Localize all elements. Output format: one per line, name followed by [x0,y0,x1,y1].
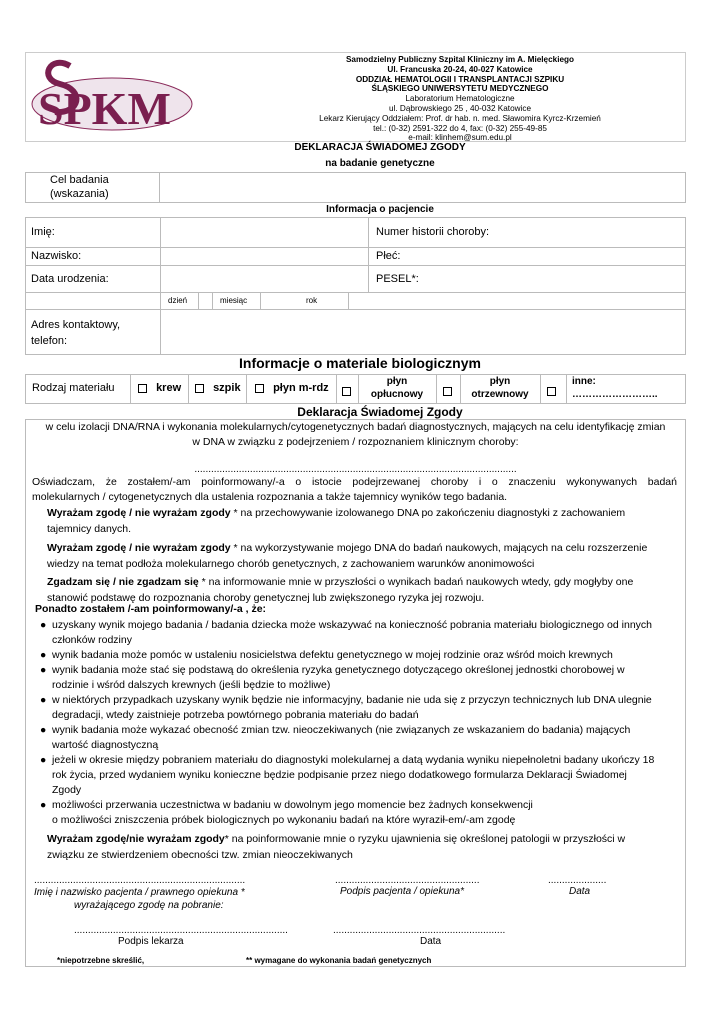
bullet-line: rodzinie i wśród dalszych krewnych (jeśli będzie to możliwe) [52,679,331,691]
bullet-item [40,723,677,753]
material-option-other-checkbox[interactable] [547,383,556,401]
last-name-label: Nazwisko: [31,250,82,262]
footnote-required: ** wymagane do wykonania badań genetycznych [246,956,432,965]
consent-choice[interactable]: Zgadzam się / nie zgadzam się [47,576,199,588]
checkbox-icon[interactable] [195,384,204,393]
sex-label: Płeć: [376,250,401,262]
intro-line: w DNA w związku z podejrzeniem / rozpoznaniem klinicznym choroby: [192,436,519,448]
material-heading: Informacje o materiale biologicznym [239,355,481,371]
intro-text [28,420,683,450]
checkbox-icon[interactable] [443,387,452,396]
intro-line: w celu izolacji DNA/RNA i wykonania molekularnych/cytogenetycznych badań diagnostycznych, mających na celu identyfikację zmian [45,421,666,433]
first-name-label: Imię: [31,226,55,238]
address-input[interactable] [162,311,684,353]
checkbox-icon[interactable] [547,387,556,396]
checkbox-icon[interactable] [342,387,351,396]
bullet-line: możliwości przerwania uczestnictwa w badaniu w dowolnym jego momencie bez żadnych konsekwencji [52,799,533,811]
consent-text: * na wykorzystywanie mojego DNA do badań naukowych, mających na celu rozszerzenie [230,542,648,554]
document-title: DEKLARACJA ŚWIADOMEJ ZGODY [294,142,466,153]
patient-heading: Informacja o pacjencie [326,204,434,215]
other-input-line[interactable]: …………………….. [572,389,658,400]
header-line: ŚLĄSKIEGO UNIWERSYTETU MEDYCZNEGO [371,84,549,94]
date-line[interactable]: ..................... [548,875,607,886]
consent-text: wiedzy na temat podłoża molekularnego chorób genetycznych, z zachowaniem warunków anonimowości [47,558,535,570]
col-divider [436,374,437,404]
header-line: ODDZIAŁ HEMATOLOGII I TRANSPLANTACJI SZPIKU [355,74,565,84]
header-line: ul. Dąbrowskiego 25 , 40-032 Katowice [389,103,531,113]
patient-name-caption [34,886,245,912]
consent-choice[interactable]: Wyrażam zgodę/nie wyrażam zgody [47,833,225,845]
material-option-peritoneal-checkbox[interactable] [443,383,452,401]
option-label: inne: [572,376,596,387]
history-number-input[interactable] [500,219,684,246]
date-caption: Data [569,886,591,897]
bullet-icon: ● [40,619,47,631]
consent-text: tajemnicy danych. [47,523,132,535]
bullet-item [40,693,677,723]
option-label: płyn [489,376,511,387]
consent-storage [47,505,677,537]
bullet-line: wynik badania może pomóc w ustaleniu nosicielstwa defektu genetycznego w mojej rodzinie oraz wśród moich krewnych [52,649,613,661]
bullet-icon: ● [40,799,47,811]
header-line: tel.: (0-32) 2591-322 do 4, fax: (0-32) 255-49-85 [373,123,547,133]
col-divider [460,374,461,404]
patient-signature-line[interactable]: .................................................... [335,875,480,886]
col-divider [566,374,567,404]
bullet-icon: ● [40,724,47,736]
bullet-icon: ● [40,649,47,661]
consent-text: * na poinformowanie mnie o ryzyku ujawnienia się określonej patologii w przyszłości w [224,833,626,845]
dob-day-label: dzień [168,296,188,305]
doctor-signature-caption: Podpis lekarza [118,936,184,947]
dob-input[interactable] [162,267,366,291]
dob-month-label: miesiąc [220,296,248,305]
last-name-input[interactable] [162,249,366,264]
patient-signature-caption: Podpis pacjenta / opiekuna* [340,886,464,897]
bullet-item [40,753,677,798]
col-divider [358,374,359,404]
bullet-item [40,663,677,693]
material-option-peritoneal [462,375,538,401]
doctor-date-line[interactable]: .............................................................. [333,925,506,936]
hospital-logo [30,54,195,139]
caption-line: wyrażającego zgodę na pobranie: [74,900,224,911]
header-line: Ul. Francuska 20-24, 40-027 Katowice [387,64,533,74]
logo-text: SPKM [38,83,171,134]
hospital-info [250,55,670,143]
consent-text: stanowić podstawę do rozpoznania choroby genetycznej lub zwiększonego ryzyka jej rozwoju. [47,592,485,604]
col-divider [348,292,349,309]
pesel-label: PESEL*: [376,273,419,285]
bullet-icon: ● [40,664,47,676]
consent-choice[interactable]: Wyrażam zgodę / nie wyrażam zgody [47,542,231,554]
bullet-icon: ● [40,754,47,766]
first-name-input[interactable] [162,219,366,246]
row-divider [25,247,686,248]
purpose-label-line: (wskazania) [50,188,109,200]
bullet-line: członków rodziny [52,634,132,646]
sex-input[interactable] [420,249,684,264]
row-divider [25,265,686,266]
row-divider [25,309,686,310]
bullet-line: uzyskany wynik mojego badania / badania dziecka może wskazywać na konieczność pobrania materiału biologicznego od innych [52,619,653,631]
bullet-item [40,618,677,648]
diagnosis-dots[interactable]: .................................................................................................................... [194,464,517,475]
consent-text: * na informowanie mnie w przyszłości o wynikach badań naukowych wtedy, gdy mogłyby one [198,576,634,588]
bullet-icon: ● [40,694,47,706]
document-subtitle: na badanie genetyczne [325,158,435,169]
material-option-csf[interactable] [255,382,329,394]
col-divider [188,374,189,404]
declaration-heading: Deklaracja Świadomej Zgody [297,405,463,419]
option-label: opłucnowy [370,389,424,400]
material-option-pleural-checkbox[interactable] [342,383,351,401]
header-line: e-mail: klinhem@sum.edu.pl [408,133,512,143]
header-line: Laboratorium Hematologiczne [405,94,515,104]
bullet-item [40,798,677,828]
consent-text: związku ze stwierdzeniem obecności tzw. zmian nieoczekiwanych [47,849,353,861]
bullet-line: Zgody [52,784,82,796]
col-divider [160,217,161,355]
statement [32,475,677,505]
option-label: krew [156,382,182,394]
material-option-marrow[interactable] [195,382,241,394]
doctor-date-caption: Data [420,936,442,947]
statement-line: Oświadczam, że zostałem/-am poinformowany/-a o istocie podejrzewanej choroby i o znaczeniu wykonywanych badań [32,476,677,488]
row-divider [25,292,686,293]
checkbox-icon[interactable] [255,384,264,393]
col-divider [198,292,199,309]
dob-year-label: rok [306,296,318,305]
col-divider [260,292,261,309]
bullet-line: wynik badania może wykazać obecność zmian tzw. nieoczekiwanych (nie związanych ze wskazaniem do badania) mających [52,724,631,736]
statement-line: molekularnych / cytogenetycznych dla ustalenia rozpoznania a także tajemnicy wyników tego badania. [32,491,508,503]
option-label: płyn [386,376,408,387]
material-label: Rodzaj materiału [32,382,115,394]
material-option-blood[interactable] [138,382,181,394]
col-divider [540,374,541,404]
header-line: Lekarz Kierujący Oddziałem: Prof. dr hab. n. med. Sławomira Kyrcz-Krzemień [319,113,601,123]
patient-name-line[interactable]: ............................................................................ [34,875,246,886]
consent-text: * na przechowywanie izolowanego DNA po zakończeniu diagnostyki z zachowaniem [230,507,626,519]
option-label: otrzewnowy [471,389,529,400]
address-label-line: telefon: [31,335,68,347]
informed-heading: Ponadto zostałem /-am poinformowany/-a , że: [35,603,267,615]
bullet-line: w niektórych przypadkach uzyskany wynik będzie nie informacyjny, badanie nie uda się z przyczyn technicznych lub DNA ulegnie [52,694,652,706]
dob-label: Data urodzenia: [31,273,109,285]
purpose-input[interactable] [162,175,682,201]
material-option-pleural [360,375,434,401]
bullet-line: wartość diagnostyczną [52,739,159,751]
checkbox-icon[interactable] [138,384,147,393]
option-label: szpik [213,382,241,394]
consent-unexpected [47,831,677,863]
address-label [31,317,120,349]
option-label: płyn m-rdz [273,382,329,394]
col-divider [212,292,213,309]
material-option-other[interactable] [572,375,658,401]
bullet-line: rok życia, przed wydaniem wyniku konieczne będzie podpisanie przez niego dodatkowego formularza Deklaracji Świadomej [52,769,627,781]
bullet-line: o możliwości zniszczenia próbek biologicznych po wykonaniu badań na które wyraził-em/-am zgodę [52,814,516,826]
header-line: Samodzielny Publiczny Szpital Kliniczny im A. Mielęckiego [345,55,575,64]
history-number-label: Numer historii choroby: [376,226,490,238]
caption-line: Imię i nazwisko pacjenta / prawnego opiekuna * [34,887,245,898]
col-divider [368,217,369,292]
pesel-input[interactable] [430,267,684,291]
consent-research [47,540,677,572]
consent-choice[interactable]: Wyrażam zgodę / nie wyrażam zgody [47,507,231,519]
col-divider [246,374,247,404]
bullet-line: jeżeli w okresie między pobraniem materiału do diagnostyki molekularnej a datą wydania wyniku niepełnoletni badany ukończy 18 [52,754,655,766]
address-label-line: Adres kontaktowy, [31,319,121,331]
footnote-strike: *niepotrzebne skreślić, [57,956,145,965]
purpose-label-line: Cel badania [50,174,109,186]
purpose-label [50,173,109,201]
consent-inform [47,574,677,606]
bullet-line: wynik badania może stać się podstawą do określenia ryzyka genetycznego dotyczącego określonej jednostki chorobowej w [52,664,625,676]
bullet-line: degradacji, wtedy zaistnieje potrzeba powtórnego pobrania materiału do badań [52,709,419,721]
doctor-signature-line[interactable]: ............................................................................. [74,925,288,936]
bullet-item [40,648,677,663]
col-divider [336,374,337,404]
col-divider [130,374,131,404]
